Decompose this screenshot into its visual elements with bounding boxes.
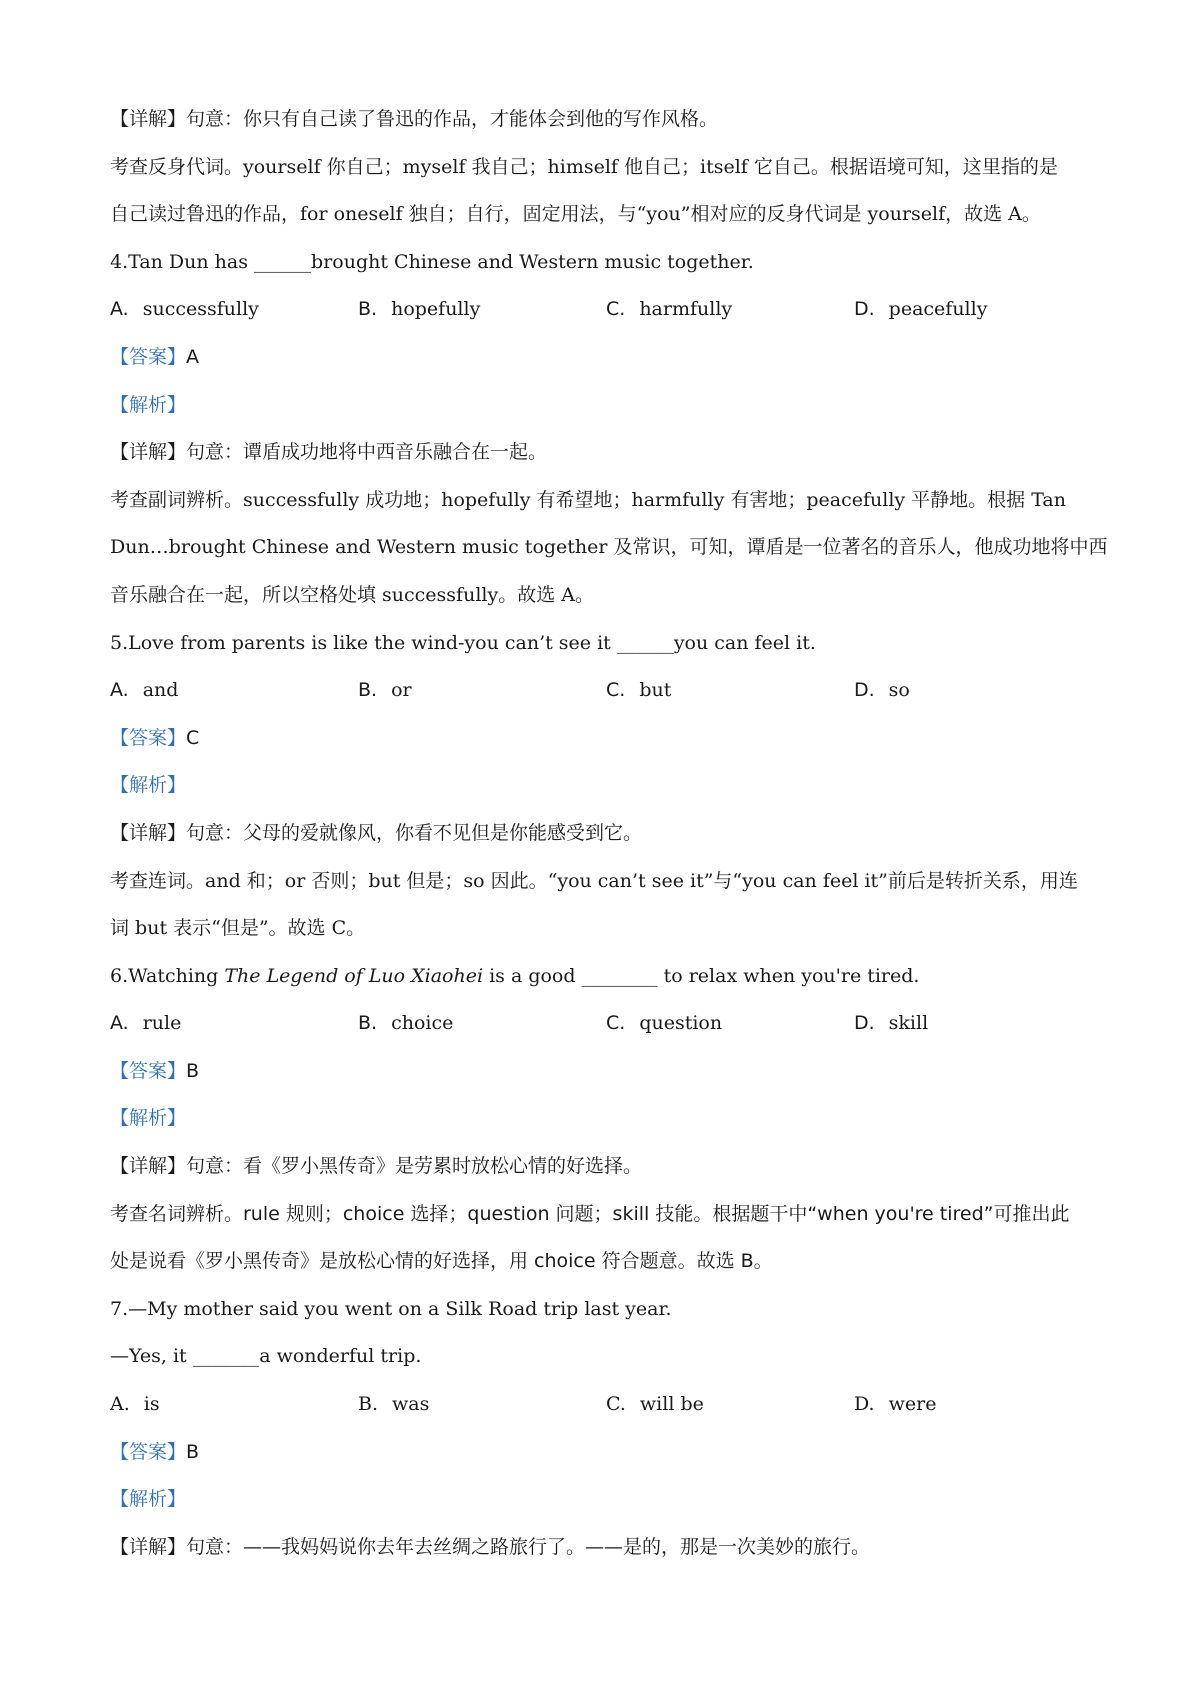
answer-line (110, 1429, 1110, 1477)
text-line: 4.Tan Dun has ______brought Chinese and Western music together. (110, 250, 754, 273)
option-row (110, 1381, 1110, 1429)
option-text: hopefully (391, 298, 481, 321)
text-line: 自己读过鲁迅的作品，for oneself 独自；自行，固定用法，与“you”相对应的反身代词是 yourself，故选 A。 (110, 203, 1041, 226)
option-label: A. (110, 298, 129, 321)
option-label: C. (606, 1393, 626, 1416)
option-item (854, 667, 1102, 715)
option-item (110, 1000, 358, 1048)
answer-line (110, 1048, 1110, 1096)
option-label: C. (606, 298, 626, 321)
text-line: 【详解】句意：你只有自己读了鲁迅的作品，才能体会到他的写作风格。 (110, 108, 719, 130)
option-label: D. (854, 679, 875, 702)
answer-value: B (186, 1059, 200, 1082)
option-item (854, 1000, 1102, 1048)
text-line: 【详解】句意：——我妈妈说你去年去丝绸之路旅行了。——是的，那是一次美妙的旅行。 (110, 1535, 871, 1558)
answer-tag: 【答案】 (110, 1440, 187, 1463)
text-line: 音乐融合在一起，所以空格处填 successfully。故选 A。 (110, 583, 594, 606)
option-label: B. (358, 298, 378, 321)
answer-value: A (186, 345, 200, 368)
option-label: A. (110, 1012, 129, 1035)
answer-line (110, 334, 1110, 382)
text-line: 考查连词。and 和；or 否则；but 但是；so 因此。“you can’t see it”与“you can feel it”前后是转折关系，用连 (110, 869, 1078, 892)
analysis-line (110, 1476, 1110, 1524)
text-line: 考查副词辨析。successfully 成功地；hopefully 有希望地；harmfully 有害地；peacefully 平静地。根据 Tan (110, 488, 1066, 511)
analysis-tag: 【解析】 (110, 1488, 187, 1511)
option-item (358, 1381, 606, 1429)
text-line: 【详解】句意：谭盾成功地将中西音乐融合在一起。 (110, 441, 548, 464)
option-label: D. (854, 1012, 875, 1035)
analysis-tag: 【解析】 (110, 774, 187, 797)
option-text: was (392, 1393, 430, 1416)
option-label: D. (854, 298, 875, 321)
option-item (854, 286, 1102, 334)
text-line: 词 but 表示“但是”。故选 C。 (110, 917, 366, 940)
option-label: B. (358, 679, 378, 702)
text-line: 考查反身代词。yourself 你自己；myself 我自己；himself 他自己；itself 它自己。根据语境可知，这里指的是 (110, 155, 1058, 178)
option-item (606, 667, 854, 715)
option-text: but (639, 679, 672, 702)
option-label: C. (606, 679, 626, 702)
option-item (358, 1000, 606, 1048)
answer-line (110, 715, 1110, 763)
analysis-line (110, 382, 1110, 430)
option-text: question (639, 1012, 723, 1035)
option-label: D. (854, 1393, 875, 1416)
option-label: B. (358, 1012, 378, 1035)
text-line: 5.Love from parents is like the wind-you can’t see it ______you can feel it. (110, 631, 816, 654)
option-item (110, 286, 358, 334)
option-text: harmfully (639, 298, 733, 321)
option-item (606, 1381, 854, 1429)
text-line: 考查名词辨析。rule 规则；choice 选择；question 问题；skill 技能。根据题干中“when you're tired”可推出此 (110, 1202, 1070, 1225)
film-title: The Legend of Luo Xiaohei (224, 964, 484, 987)
option-text: choice (391, 1012, 454, 1035)
option-item (358, 286, 606, 334)
option-row (110, 286, 1110, 334)
option-label: A. (110, 1393, 130, 1416)
option-text: is (143, 1393, 160, 1416)
option-text: will be (639, 1393, 704, 1416)
option-item (358, 667, 606, 715)
text-line: 处是说看《罗小黑传奇》是放松心情的好选择，用 choice 符合题意。故选 B。 (110, 1250, 773, 1273)
option-text: successfully (142, 298, 259, 321)
option-label: B. (358, 1393, 379, 1416)
option-item (110, 1381, 358, 1429)
option-row (110, 667, 1110, 715)
answer-tag: 【答案】 (110, 1059, 187, 1082)
analysis-line (110, 762, 1110, 810)
option-item (854, 1381, 1102, 1429)
text-line: 【详解】句意：父母的爱就像风，你看不见但是你能感受到它。 (110, 821, 643, 844)
option-item (606, 286, 854, 334)
option-row (110, 1000, 1110, 1048)
answer-tag: 【答案】 (110, 726, 187, 749)
question-text: is a good ________ to relax when you're tired. (483, 964, 920, 987)
document-page (110, 96, 1110, 1571)
option-text: and (142, 679, 179, 702)
text-line: Dun…brought Chinese and Western music together 及常识，可知，谭盾是一位著名的音乐人，他成功地将中西 (110, 536, 1108, 559)
option-item (606, 1000, 854, 1048)
option-text: peacefully (888, 298, 988, 321)
text-line: —Yes, it _______a wonderful trip. (110, 1345, 422, 1368)
option-text: rule (142, 1012, 182, 1035)
text-line: 【详解】句意：看《罗小黑传奇》是劳累时放松心情的好选择。 (110, 1155, 643, 1178)
option-item (110, 667, 358, 715)
answer-tag: 【答案】 (110, 345, 187, 368)
option-label: A. (110, 679, 129, 702)
option-text: were (888, 1393, 937, 1416)
answer-value: C (186, 726, 200, 749)
option-label: C. (606, 1012, 626, 1035)
answer-value: B (186, 1440, 200, 1463)
option-text: or (391, 679, 412, 702)
option-text: so (888, 679, 910, 702)
question-line (110, 953, 1110, 1001)
analysis-tag: 【解析】 (110, 393, 187, 416)
analysis-tag: 【解析】 (110, 1107, 187, 1130)
analysis-line (110, 1095, 1110, 1143)
option-text: skill (888, 1012, 929, 1035)
question-text: 6.Watching (110, 964, 225, 987)
text-line: 7.—My mother said you went on a Silk Road trip last year. (110, 1297, 672, 1320)
